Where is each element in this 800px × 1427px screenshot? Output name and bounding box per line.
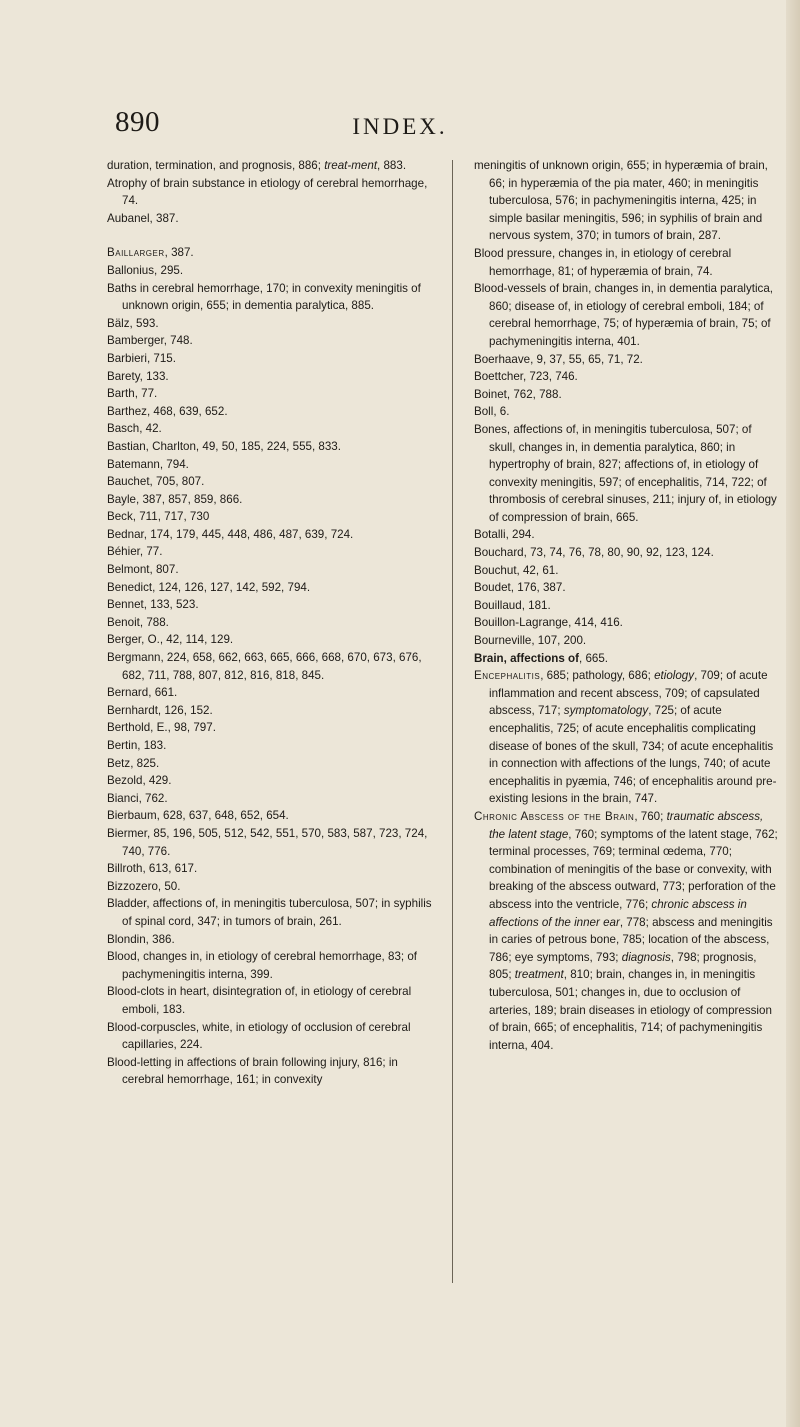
entry-text: Botalli, 294. (474, 528, 535, 542)
column-divider (452, 160, 453, 1283)
entry-text: Bourneville, 107, 200. (474, 634, 587, 648)
entry-text: Bouillaud, 181. (474, 598, 551, 612)
entry-text: Bezold, 429. (107, 774, 172, 788)
entry-text: Berthold, E., 98, 797. (107, 721, 216, 735)
entry-text: Bierbaum, 628, 637, 648, 652, 654. (107, 809, 289, 823)
entry-text: , 760; (634, 809, 667, 823)
index-entry (474, 667, 778, 808)
index-entry (474, 597, 778, 615)
entry-text: Betz, 825. (107, 756, 160, 770)
index-entry (474, 562, 778, 580)
entry-text: Bamberger, 748. (107, 334, 193, 348)
entry-text: Bizzozero, 50. (107, 879, 181, 893)
entry-text: Bouchut, 42, 61. (474, 563, 559, 577)
entry-text: , 798; prognosis, 805; (489, 950, 757, 982)
index-entry (107, 772, 432, 790)
entry-text: Bennet, 133, 523. (107, 598, 199, 612)
entry-text: Boll, 6. (474, 405, 510, 419)
index-entry (474, 544, 778, 562)
index-entry (107, 438, 432, 456)
index-entry (107, 878, 432, 896)
entry-text: , 665. (579, 651, 609, 665)
index-entry (107, 456, 432, 474)
index-entry (474, 808, 778, 1054)
index-entry (107, 543, 432, 561)
entry-text: Bälz, 593. (107, 316, 159, 330)
entry-smallcaps-text: Chronic Abscess of the Brain (474, 809, 635, 823)
index-entry (474, 579, 778, 597)
entry-text: Atrophy of brain substance in etiology of cerebral hemorrhage, 74. (107, 176, 428, 208)
index-entry (107, 719, 432, 737)
index-entry (474, 526, 778, 544)
entry-text: Barety, 133. (107, 369, 169, 383)
entry-text: Boerhaave, 9, 37, 55, 65, 71, 72. (474, 352, 643, 366)
index-entry (474, 650, 778, 668)
entry-text: Bernhardt, 126, 152. (107, 703, 213, 717)
index-entry (107, 737, 432, 755)
index-entry (107, 561, 432, 579)
index-entry (107, 860, 432, 878)
entry-text: , 387. (164, 246, 194, 260)
entry-italic-text: chronic abscess in affections of the inner ear (489, 897, 747, 929)
index-entry (474, 386, 778, 404)
index-entry (107, 596, 432, 614)
entry-text: , 725; of acute encephalitis, 725; of acute encephalitis complicating disease of bones of the skull, 734; of acute encephalitis in connection with affections of the lungs, 740; of acute encephalitis in pyæmia, 746; of encephalitis around pre-existing lesions in the brain, 747. (489, 704, 777, 806)
index-entry (107, 157, 432, 175)
index-entry (474, 280, 778, 350)
index-entry (107, 931, 432, 949)
index-entry (107, 614, 432, 632)
entry-text: Benoit, 788. (107, 615, 169, 629)
entry-text: meningitis of unknown origin, 655; in hyperæmia of brain, 66; in hyperæmia of the pia mater, 460; in meningitis tuberculosa, 576; in pachymeningitis interna, 425; in simple basilar meningitis, 596; in syphilis of brain and nervous system, 370; in tumors of brain, 287. (474, 159, 768, 243)
entry-text: Béhier, 77. (107, 545, 163, 559)
index-entry (107, 526, 432, 544)
entry-text: Boinet, 762, 788. (474, 387, 562, 401)
entry-text: Blood, changes in, in etiology of cerebral hemorrhage, 83; of pachymeningitis interna, 399. (107, 950, 418, 981)
index-entry (474, 403, 778, 421)
entry-italic-text: treat-ment (324, 159, 378, 172)
entry-text: , 760; symptoms of the latent stage, 762; terminal processes, 769; terminal œdema, 770; combination of meningitis of the base or convexity, with breaking of the abscess outward, 773; perforation of the abscess into the ventricle, 776; (489, 827, 778, 911)
index-entry (107, 825, 432, 860)
entry-text: Bernard, 661. (107, 686, 178, 700)
entry-text: Beck, 711, 717, 730 (107, 510, 210, 524)
index-entry (107, 315, 432, 333)
entry-text: Bouchard, 73, 74, 76, 78, 80, 90, 92, 123, 124. (474, 546, 714, 560)
index-entry (474, 614, 778, 632)
entry-text: Ballonius, 295. (107, 263, 184, 277)
entry-text: Blood-clots in heart, disintegration of, in etiology of cerebral emboli, 183. (107, 985, 412, 1016)
index-entry (107, 332, 432, 350)
entry-text: , 883. (377, 159, 407, 172)
index-entry (107, 350, 432, 368)
index-entry (107, 262, 432, 280)
entry-italic-text: etiology (654, 669, 695, 683)
entry-heading-text: Brain, affections of (474, 651, 580, 665)
left-column (107, 157, 432, 1089)
page-number: 890 (115, 106, 160, 138)
index-entry (107, 631, 432, 649)
entry-text: Bergmann, 224, 658, 662, 663, 665, 666, 668, 670, 673, 676, 682, 711, 788, 807, 812, 816, 818, 845. (107, 651, 422, 682)
index-entry (107, 948, 432, 983)
index-entry (107, 244, 432, 262)
entry-text: Bertin, 183. (107, 739, 167, 752)
index-entry (107, 368, 432, 386)
index-entry (474, 351, 778, 369)
index-entry (107, 649, 432, 684)
entry-text: Bayle, 387, 857, 859, 866. (107, 492, 243, 506)
index-entry (107, 807, 432, 825)
entry-text: Basch, 42. (107, 422, 162, 436)
entry-text: Blood-corpuscles, white, in etiology of occlusion of cerebral capillaries, 224. (107, 1020, 411, 1052)
entry-smallcaps-text: Baillarger (107, 246, 165, 260)
index-entry (474, 632, 778, 650)
entry-text: duration, termination, and prognosis, 886; (107, 159, 325, 172)
index-entry (107, 579, 432, 597)
index-entry (474, 245, 778, 280)
entry-text: Billroth, 613, 617. (107, 862, 198, 876)
entry-text: , 810; brain, changes in, in meningitis tuberculosa, 501; changes in, due to occlusion of arteries, 189; brain diseases in etiology of compression of brain, 665; of encephalitis, 714; of pachymeningitis interna, 404. (489, 968, 772, 1052)
entry-text: Barbieri, 715. (107, 351, 176, 365)
entry-text: Baths in cerebral hemorrhage, 170; in convexity meningitis of unknown origin, 655; in dementia paralytica, 885. (107, 281, 421, 313)
index-entry (107, 684, 432, 702)
right-column (474, 157, 778, 1054)
index-entry (107, 491, 432, 509)
index-entry (107, 895, 432, 930)
running-title: INDEX. (352, 114, 448, 139)
entry-italic-text: symptomatology (563, 704, 649, 718)
index-entry (107, 175, 432, 210)
entry-text: Barth, 77. (107, 387, 158, 401)
entry-text: Bouillon-Lagrange, 414, 416. (474, 616, 623, 630)
entry-text: , 685; pathology, 686; (540, 669, 655, 683)
entry-text: Barthez, 468, 639, 652. (107, 404, 228, 418)
entry-text: Blood pressure, changes in, in etiology of cerebral hemorrhage, 81; of hyperæmia of brain, 74. (474, 246, 732, 278)
index-entry (107, 790, 432, 808)
entry-text: , 778; abscess and meningitis in caries of petrous bone, 785; location of the abscess, 786; eye symptoms, 793; (489, 915, 773, 964)
index-entry (107, 210, 432, 228)
entry-text: Bauchet, 705, 807. (107, 475, 205, 489)
entry-italic-text: treatment (514, 968, 564, 982)
index-entry (107, 280, 432, 315)
index-entry (474, 368, 778, 386)
entry-text: Biermer, 85, 196, 505, 512, 542, 551, 570, 583, 587, 723, 724, 740, 776. (107, 826, 428, 858)
entry-text: Bastian, Charlton, 49, 50, 185, 224, 555, 833. (107, 439, 341, 453)
index-entry (107, 702, 432, 720)
entry-italic-text: diagnosis (621, 950, 671, 964)
index-entry (107, 403, 432, 421)
index-entry (474, 157, 778, 245)
entry-text: Berger, O., 42, 114, 129. (107, 633, 234, 647)
entry-italic-text: traumatic abscess, the latent stage (489, 809, 764, 841)
page-edge (786, 0, 800, 1427)
entry-text: Belmont, 807. (107, 563, 179, 577)
entry-text: Boettcher, 723, 746. (474, 370, 578, 384)
entry-text: Blondin, 386. (107, 932, 175, 946)
entry-smallcaps-text: Encephalitis (474, 669, 541, 683)
entry-text: Boudet, 176, 387. (474, 581, 566, 595)
entry-text: Aubanel, 387. (107, 211, 179, 225)
index-entry (107, 473, 432, 491)
index-entry (107, 420, 432, 438)
entry-text: Blood-letting in affections of brain following injury, 816; in cerebral hemorrhage, 161; in convexity (107, 1055, 398, 1087)
entry-text: Blood-vessels of brain, changes in, in dementia paralytica, 860; disease of, in etiology of cerebral emboli, 184; of cerebral hemorrhage, 75; of hyperæmia of brain, 75; of pachymeningitis interna, 401. (474, 282, 774, 348)
index-entry (474, 421, 778, 527)
entry-text: Bones, affections of, in meningitis tuberculosa, 507; of skull, changes in, in dementia paralytica, 860; in hypertrophy of brain, 827; affections of, in etiology of convexity meningitis, 597; of encephalitis, 714, 722; of thrombosis of cerebral sinuses, 211; injury of, in etiology of compression of brain, 665. (474, 422, 777, 524)
index-entry (107, 755, 432, 773)
index-entry (107, 1054, 432, 1089)
index-entry (107, 508, 432, 526)
index-entry (107, 385, 432, 403)
entry-text: Bladder, affections of, in meningitis tuberculosa, 507; in syphilis of spinal cord, 347; in tumors of brain, 261. (107, 897, 432, 928)
entry-text: Bianci, 762. (107, 791, 168, 805)
entry-text: Batemann, 794. (107, 457, 189, 471)
index-entry (107, 983, 432, 1018)
entry-text: Bednar, 174, 179, 445, 448, 486, 487, 639, 724. (107, 527, 354, 541)
entry-text: Benedict, 124, 126, 127, 142, 592, 794. (107, 580, 311, 594)
page-header (0, 102, 800, 152)
index-entry (107, 1019, 432, 1054)
entry-text: , 709; of acute inflammation and recent abscess, 709; of capsulated abscess, 717; (489, 669, 768, 718)
